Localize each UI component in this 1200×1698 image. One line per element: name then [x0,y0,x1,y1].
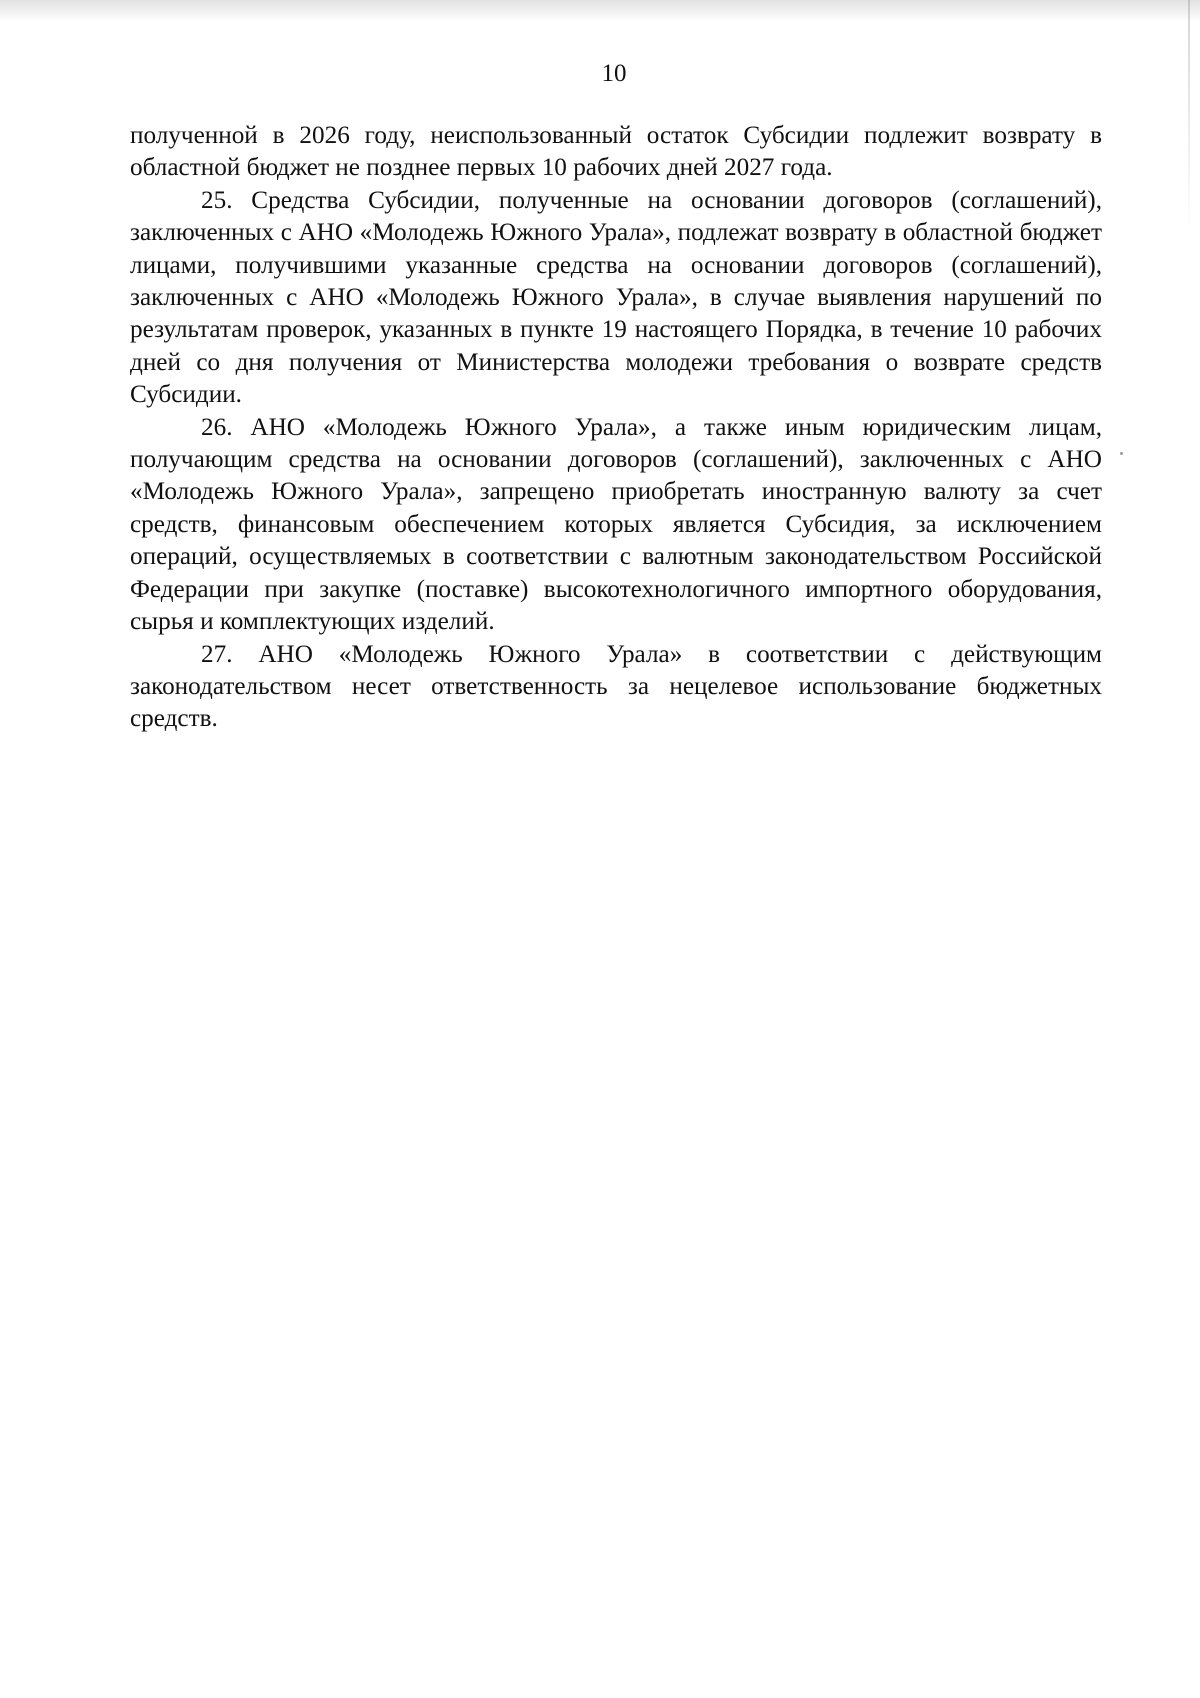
paragraph-continuation: полученной в 2026 году, неиспользованный остаток Субсидии подлежит возврату в областной бюджет не позднее первых 10 рабочих дней 2027 года. [130,122,1102,182]
document-body [130,120,1102,736]
scan-speck [1120,452,1123,455]
paragraph-item-27: 27. АНО «Молодежь Южного Урала» в соответствии с действующим законодательством несет ответственность за нецелевое использование бюджетных средств. [130,640,1102,733]
paragraph-item-25: 25. Средства Субсидии, полученные на основании договоров (соглашений), заключенных с АНО «Молодежь Южного Урала», подлежат возврату в областной бюджет лицами, получившими указанные средства на основании договоров (соглашений), заключенных с АНО «Молодежь Южного Урала», в случае выявления нарушений по результатам проверок, указанных в пункте 19 настоящего Порядка, в течение 10 рабочих дней со дня получения от Министерства молодежи требования о возврате средств Субсидии. [130,186,1102,409]
paragraph-item-26: 26. АНО «Молодежь Южного Урала», а также иным юридическим лицам, получающим средства на основании договоров (соглашений), заключенных с АНО «Молодежь Южного Урала», запрещено приобретать иностранную валюту за счет средств, финансовым обеспечением которых является Субсидия, за исключением операций, осуществляемых в соответствии с валютным законодательством Российской Федерации при закупке (поставке) высокотехнологичного импортного оборудования, сырья и комплектующих изделий. [130,413,1102,636]
scan-edge-top [0,0,1200,22]
scan-edge-right [1188,0,1190,230]
page-number: 10 [601,60,627,87]
